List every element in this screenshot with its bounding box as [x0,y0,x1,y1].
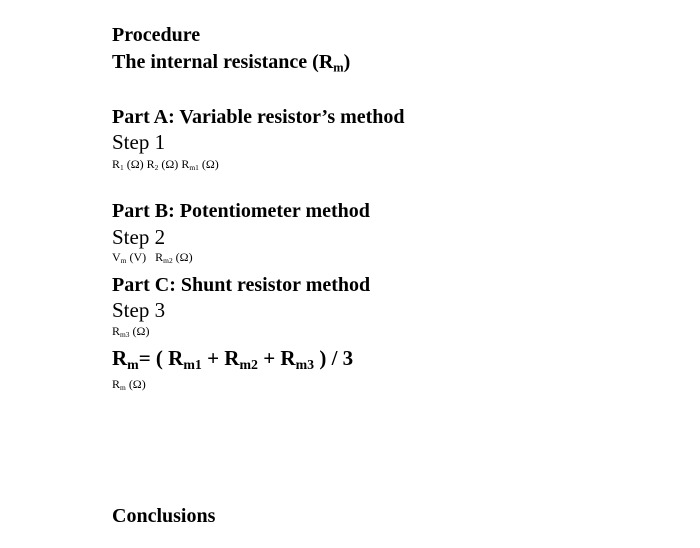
conclusions-heading-text: Conclusions [112,505,216,527]
col-vm: $V_m$ (V) [112,250,147,266]
col-rm3: $R_{m3}$ (Ω) [112,324,150,340]
part-c-heading-text: Part C: Shunt resistor method [112,274,371,296]
internal-resistance-heading [112,51,351,75]
col-r1: $R_1$ (Ω) [112,157,144,173]
step-1-label [112,132,165,153]
part-a-heading [112,107,405,127]
conclusions-heading [112,506,215,526]
internal-resistance-sub: m [333,60,344,75]
col-rm: $R_m$ (Ω) [112,377,146,393]
result-table-header [112,377,146,393]
step-3-text: Step 3 [112,298,166,322]
part-b-heading [112,201,370,221]
average-formula: $R_m=$ ( $R_{m1} + R_{m2} + R_{m3}$ ) / 3 [112,346,354,373]
part-a-table-header [112,157,219,173]
step-1-text: Step 1 [112,130,166,154]
procedure-title [112,25,200,45]
document-page [112,0,672,548]
part-b-table-header [112,250,193,266]
col-rm1: $R_{m1}$ (Ω) [181,157,219,173]
part-b-heading-text: Part B: Potentiometer method [112,200,370,222]
procedure-title-text: Procedure [112,24,201,46]
part-c-heading [112,275,370,295]
col-r2: $R_2$ (Ω) [146,157,179,173]
part-a-heading-text: Part A: Variable resistor’s method [112,106,405,128]
col-rm2: $R_{m2}$ (Ω) [155,250,193,266]
part-c-table-header [112,324,150,340]
step-2-label [112,227,165,248]
step-2-text: Step 2 [112,225,166,249]
internal-resistance-text: The internal resistance (R [112,51,334,73]
step-3-label [112,300,165,321]
internal-resistance-close: ) [343,51,351,73]
